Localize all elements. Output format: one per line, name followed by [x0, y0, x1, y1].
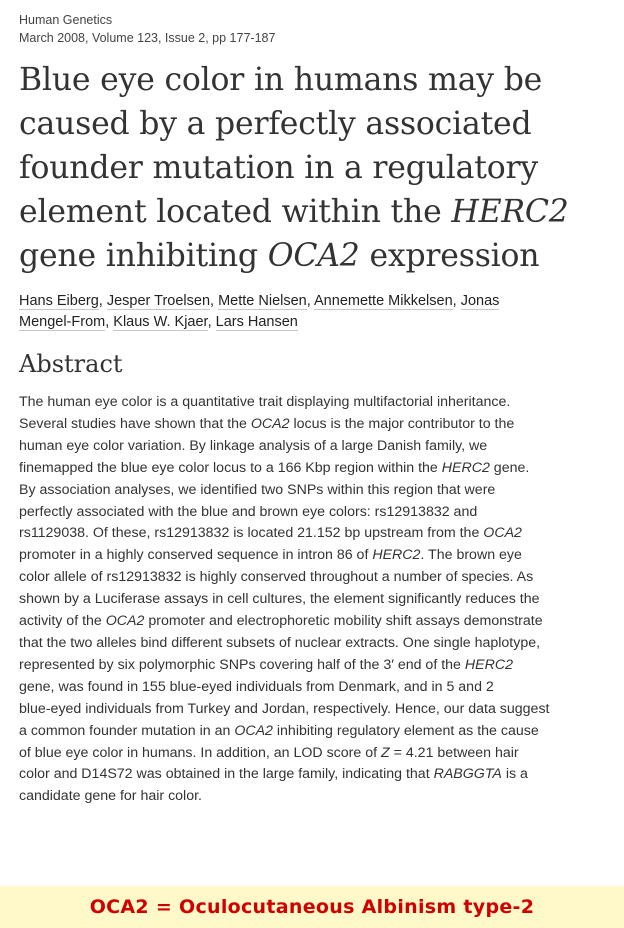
abstract-line: perfectly associated with the blue and brown eye colors: rs12913832 and: [19, 503, 478, 520]
author-link[interactable]: Lars Hansen: [215, 314, 298, 330]
abstract-line: human eye color variation. By linkage analysis of a large Danish family, we: [19, 437, 488, 454]
abstract-line: finemapped the blue eye color locus to a 166 Kbp region within the HERC2 gene.: [19, 459, 530, 476]
title-text: gene inhibiting: [19, 238, 268, 274]
author-link[interactable]: Klaus W. Kjaer: [113, 314, 208, 330]
title-text: expression: [359, 238, 540, 274]
author-link[interactable]: Annemette Mikkelsen: [314, 293, 453, 309]
author-line: Hans Eiberg, Jesper Troelsen, Mette Nielsen, Annemette Mikkelsen, Jonas: [19, 293, 500, 309]
title-line: [19, 190, 619, 234]
definition-banner: [0, 886, 624, 928]
abstract-line: shown by a Luciferase assays in cell cultures, the element significantly reduces the: [19, 591, 540, 608]
abstract-line: a common founder mutation in an OCA2 inhibiting regulatory element as the cause: [19, 722, 539, 739]
title-gene-herc2: HERC2: [451, 194, 569, 230]
abstract-text: [19, 392, 619, 808]
abstract-line: gene, was found in 155 blue-eyed individuals from Denmark, and in 5 and 2: [19, 678, 494, 695]
abstract-line: rs1129038. Of these, rs12913832 is located 21.152 bp upstream from the OCA2: [19, 525, 522, 542]
author-line: Mengel-From, Klaus W. Kjaer, Lars Hansen: [19, 314, 298, 330]
abstract-line: that the two alleles bind different subsets of nuclear extracts. One single haplotype,: [19, 634, 541, 651]
title-line: founder mutation in a regulatory: [19, 150, 538, 186]
abstract-line: of blue eye color in humans. In addition, an LOD score of Z = 4.21 between hair: [19, 744, 519, 761]
abstract-line: The human eye color is a quantitative trait displaying multifactorial inheritance.: [19, 394, 511, 410]
journal-name[interactable]: Human Genetics: [19, 13, 113, 27]
journal-issue: March 2008, Volume 123, Issue 2, pp 177-187: [19, 31, 276, 45]
abstract-line: color and D14S72 was obtained in the large family, indicating that RABGGTA is a: [19, 766, 528, 783]
abstract-line: color allele of rs12913832 is highly conserved throughout a number of species. As: [19, 569, 534, 586]
author-link-mengel-from[interactable]: Mengel-From: [19, 314, 106, 330]
author-link[interactable]: Mette Nielsen: [218, 293, 307, 309]
abstract-line: candidate gene for hair color.: [19, 788, 202, 805]
abstract-line: activity of the OCA2 promoter and electrophoretic mobility shift assays demonstrate: [19, 613, 543, 630]
abstract-line: blue-eyed individuals from Turkey and Jordan, respectively. Hence, our data suggest: [19, 700, 550, 717]
abstract-line: represented by six polymorphic SNPs covering half of the 3′ end of the HERC2: [19, 656, 513, 673]
title-line: [19, 234, 619, 278]
author-link[interactable]: Jesper Troelsen: [106, 293, 211, 309]
title-text: element located within the: [19, 194, 452, 230]
abstract-line: Several studies have shown that the OCA2 locus is the major contributor to the: [19, 415, 515, 432]
abstract-line: By association analyses, we identified two SNPs within this region that were: [19, 481, 496, 498]
title-line: caused by a perfectly associated: [19, 106, 532, 142]
author-link[interactable]: Hans Eiberg: [19, 293, 99, 309]
banner-text: OCA2 = Oculocutaneous Albinism type-2: [89, 896, 535, 918]
author-link-jonas[interactable]: Jonas: [460, 293, 500, 309]
author-list: [19, 291, 499, 333]
article-title: [19, 58, 619, 278]
title-gene-oca2: OCA2: [267, 238, 360, 274]
title-line: Blue eye color in humans may be: [19, 62, 543, 98]
abstract-heading: Abstract: [19, 350, 123, 378]
journal-info: [19, 11, 275, 47]
abstract-line: promoter in a highly conserved sequence in intron 86 of HERC2. The brown eye: [19, 547, 522, 564]
